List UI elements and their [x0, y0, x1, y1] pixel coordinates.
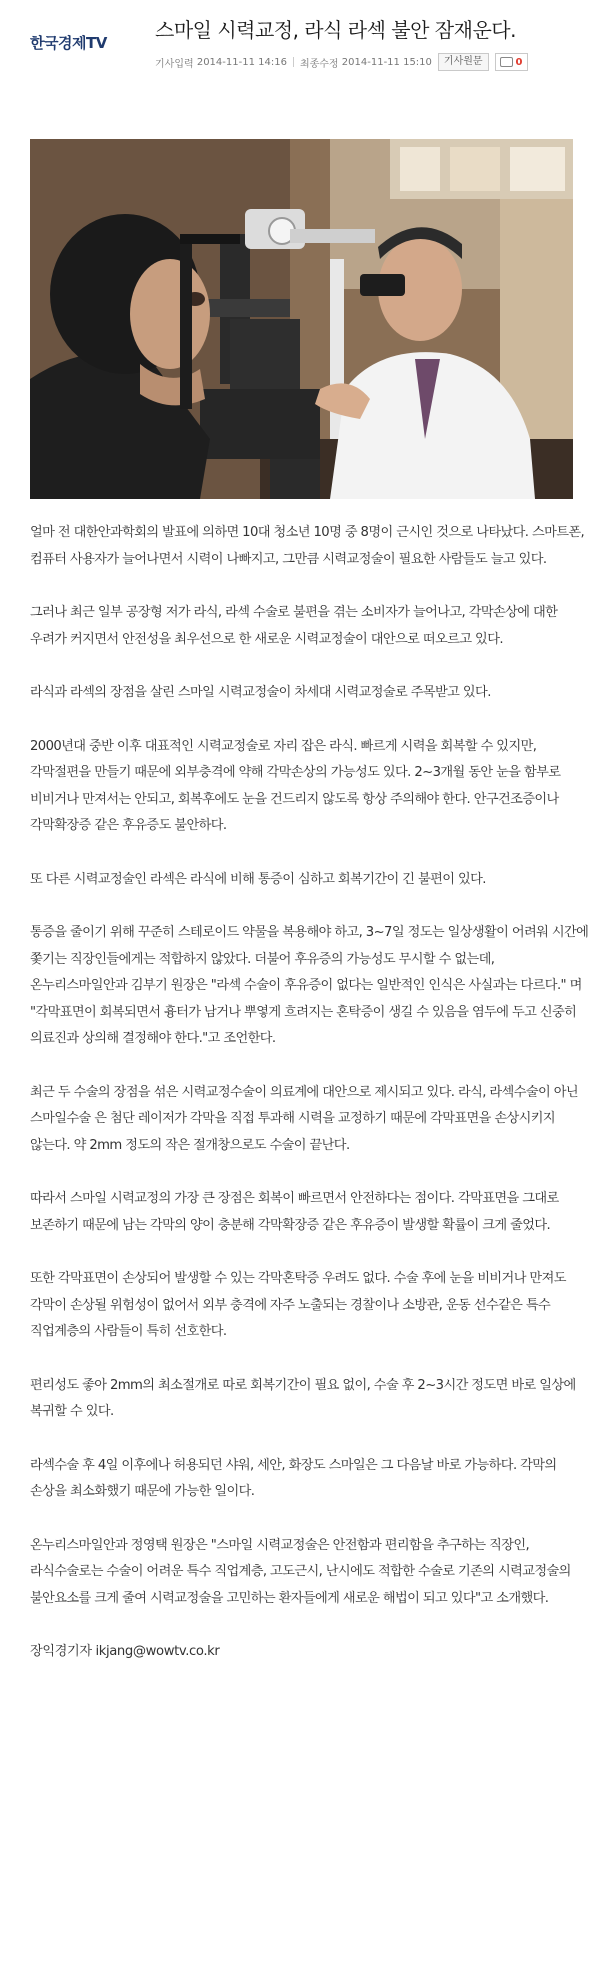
comment-count: 0 — [515, 56, 523, 68]
updated-label: 최종수정 — [299, 58, 339, 70]
article-paragraph: 온누리스마일안과 정영택 원장은 "스마일 시력교정술은 안전함과 편리함을 추구하는 직장인, 라식수술로는 수술이 어려운 특수 직업계층, 고도근시, 난시에도 적합한 수술로 기존의 시력교정술의 불안요소를 크게 줄여 시력교정술을 고민하는 환자들에게 새로운 해법이 되고 있다"고 소개했다. — [30, 1537, 571, 1606]
published-time: 2014-11-11 14:16 — [196, 56, 287, 68]
article-paragraph: 따라서 스마일 시력교정의 가장 큰 장점은 회복이 빠르면서 안전하다는 점이다. 각막표면을 그대로 보존하기 때문에 남는 각막의 양이 충분해 각막확장증 같은 후유증이 발생할 확률이 크게 줄었다. — [30, 1191, 559, 1233]
article-paragraph: 라식과 라섹의 장점을 살린 스마일 시력교정술이 차세대 시력교정술로 주목받고 있다. — [30, 685, 491, 700]
updated-time: 2014-11-11 15:10 — [341, 56, 432, 68]
article-paragraph: 얼마 전 대한안과학회의 발표에 의하면 10대 청소년 10명 중 8명이 근시인 것으로 나타났다. 스마트폰, 컴퓨터 사용자가 늘어나면서 시력이 나빠지고, 그만큼 시력교정술이 필요한 사람들도 늘고 있다. — [30, 525, 585, 567]
original-article-button[interactable]: 기사원문 — [438, 53, 489, 71]
article-title: 스마일 시력교정, 라식 라섹 불안 잠재운다. — [155, 18, 516, 42]
article-paragraph: 편리성도 좋아 2mm의 최소절개로 따로 회복기간이 필요 없이, 수술 후 2~3시간 정도면 바로 일상에 복귀할 수 있다. — [30, 1377, 576, 1419]
article-photo — [30, 139, 573, 499]
reporter-byline: 장익경기자 ikjang@wowtv.co.kr — [30, 1644, 220, 1659]
comment-icon — [500, 57, 513, 67]
article-paragraph: 2000년대 중반 이후 대표적인 시력교정술로 자리 잡은 라식. 빠르게 시력을 회복할 수 있지만, 각막절편을 만들기 때문에 외부충격에 약해 각막손상의 가능성도 있다. 2~3개월 동안 눈을 함부로 비비거나 만져서는 안되고, 회복후에도 눈을 건드리지 않도록 항상 주의해야 한다. 안구건조증이나 각막확장증 같은 후유증도 불안하다. — [30, 738, 561, 833]
article-paragraph: 또 다른 시력교정술인 라섹은 라식에 비해 통증이 심하고 회복기간이 긴 불편이 있다. — [30, 871, 486, 887]
article-paragraph: 최근 두 수술의 장점을 섞은 시력교정수술이 의료계에 대안으로 제시되고 있다. 라식, 라섹수술이 아닌 스마일수술 은 첨단 레이저가 각막을 직접 투과해 시력을 교정하기 때문에 각막표면을 손상시키지 않는다. 약 2mm 정도의 작은 절개창으로도 수술이 끝난다. — [30, 1084, 578, 1153]
meta-divider — [293, 57, 294, 67]
article-meta — [155, 52, 528, 72]
comment-button[interactable] — [495, 53, 528, 71]
eye-exam-photo — [30, 139, 573, 499]
article-paragraph: 또한 각막표면이 손상되어 발생할 수 있는 각막혼탁증 우려도 없다. 수술 후에 눈을 비비거나 만져도 각막이 손상될 위험성이 없어서 외부 충격에 자주 노출되는 경찰이나 소방관, 운동 선수같은 특수 직업계층의 사람들이 특히 선호한다. — [30, 1271, 566, 1339]
article-paragraph: 그러나 최근 일부 공장형 저가 라식, 라섹 수술로 불편을 겪는 소비자가 늘어나고, 각막손상에 대한 우려가 커지면서 안전성을 최우선으로 한 새로운 시력교정술이 대안으로 떠오르고 있다. — [30, 605, 558, 647]
published-label: 기사입력 — [155, 58, 194, 70]
article-header — [0, 0, 609, 80]
publisher-logo[interactable]: 한국경제TV — [30, 34, 107, 52]
article-paragraph: 통증을 줄이기 위해 꾸준히 스테로이드 약물을 복용해야 하고, 3~7일 정도는 일상생활이 어려워 시간에 쫓기는 직장인들에게는 적합하지 않았다. 더불어 후유증의 가능성도 무시할 수 없는데, 온누리스마일안과 김부기 원장은 "라섹 수술이 후유증이 없다는 일반적인 인식은 사실과는 다르다." 며 "각막표면이 회복되면서 흉터가 남거나 뿌옇게 흐려지는 혼탁증이 생길 수 있음을 염두에 두고 신중히 의료진과 상의해 결정해야 한다."고 조언한다. — [30, 925, 589, 1046]
article-paragraph: 라섹수술 후 4일 이후에나 허용되던 샤워, 세안, 화장도 스마일은 그 다음날 바로 가능하다. 각막의 손상을 최소화했기 때문에 가능한 일이다. — [30, 1457, 557, 1499]
article-body — [30, 520, 590, 1665]
